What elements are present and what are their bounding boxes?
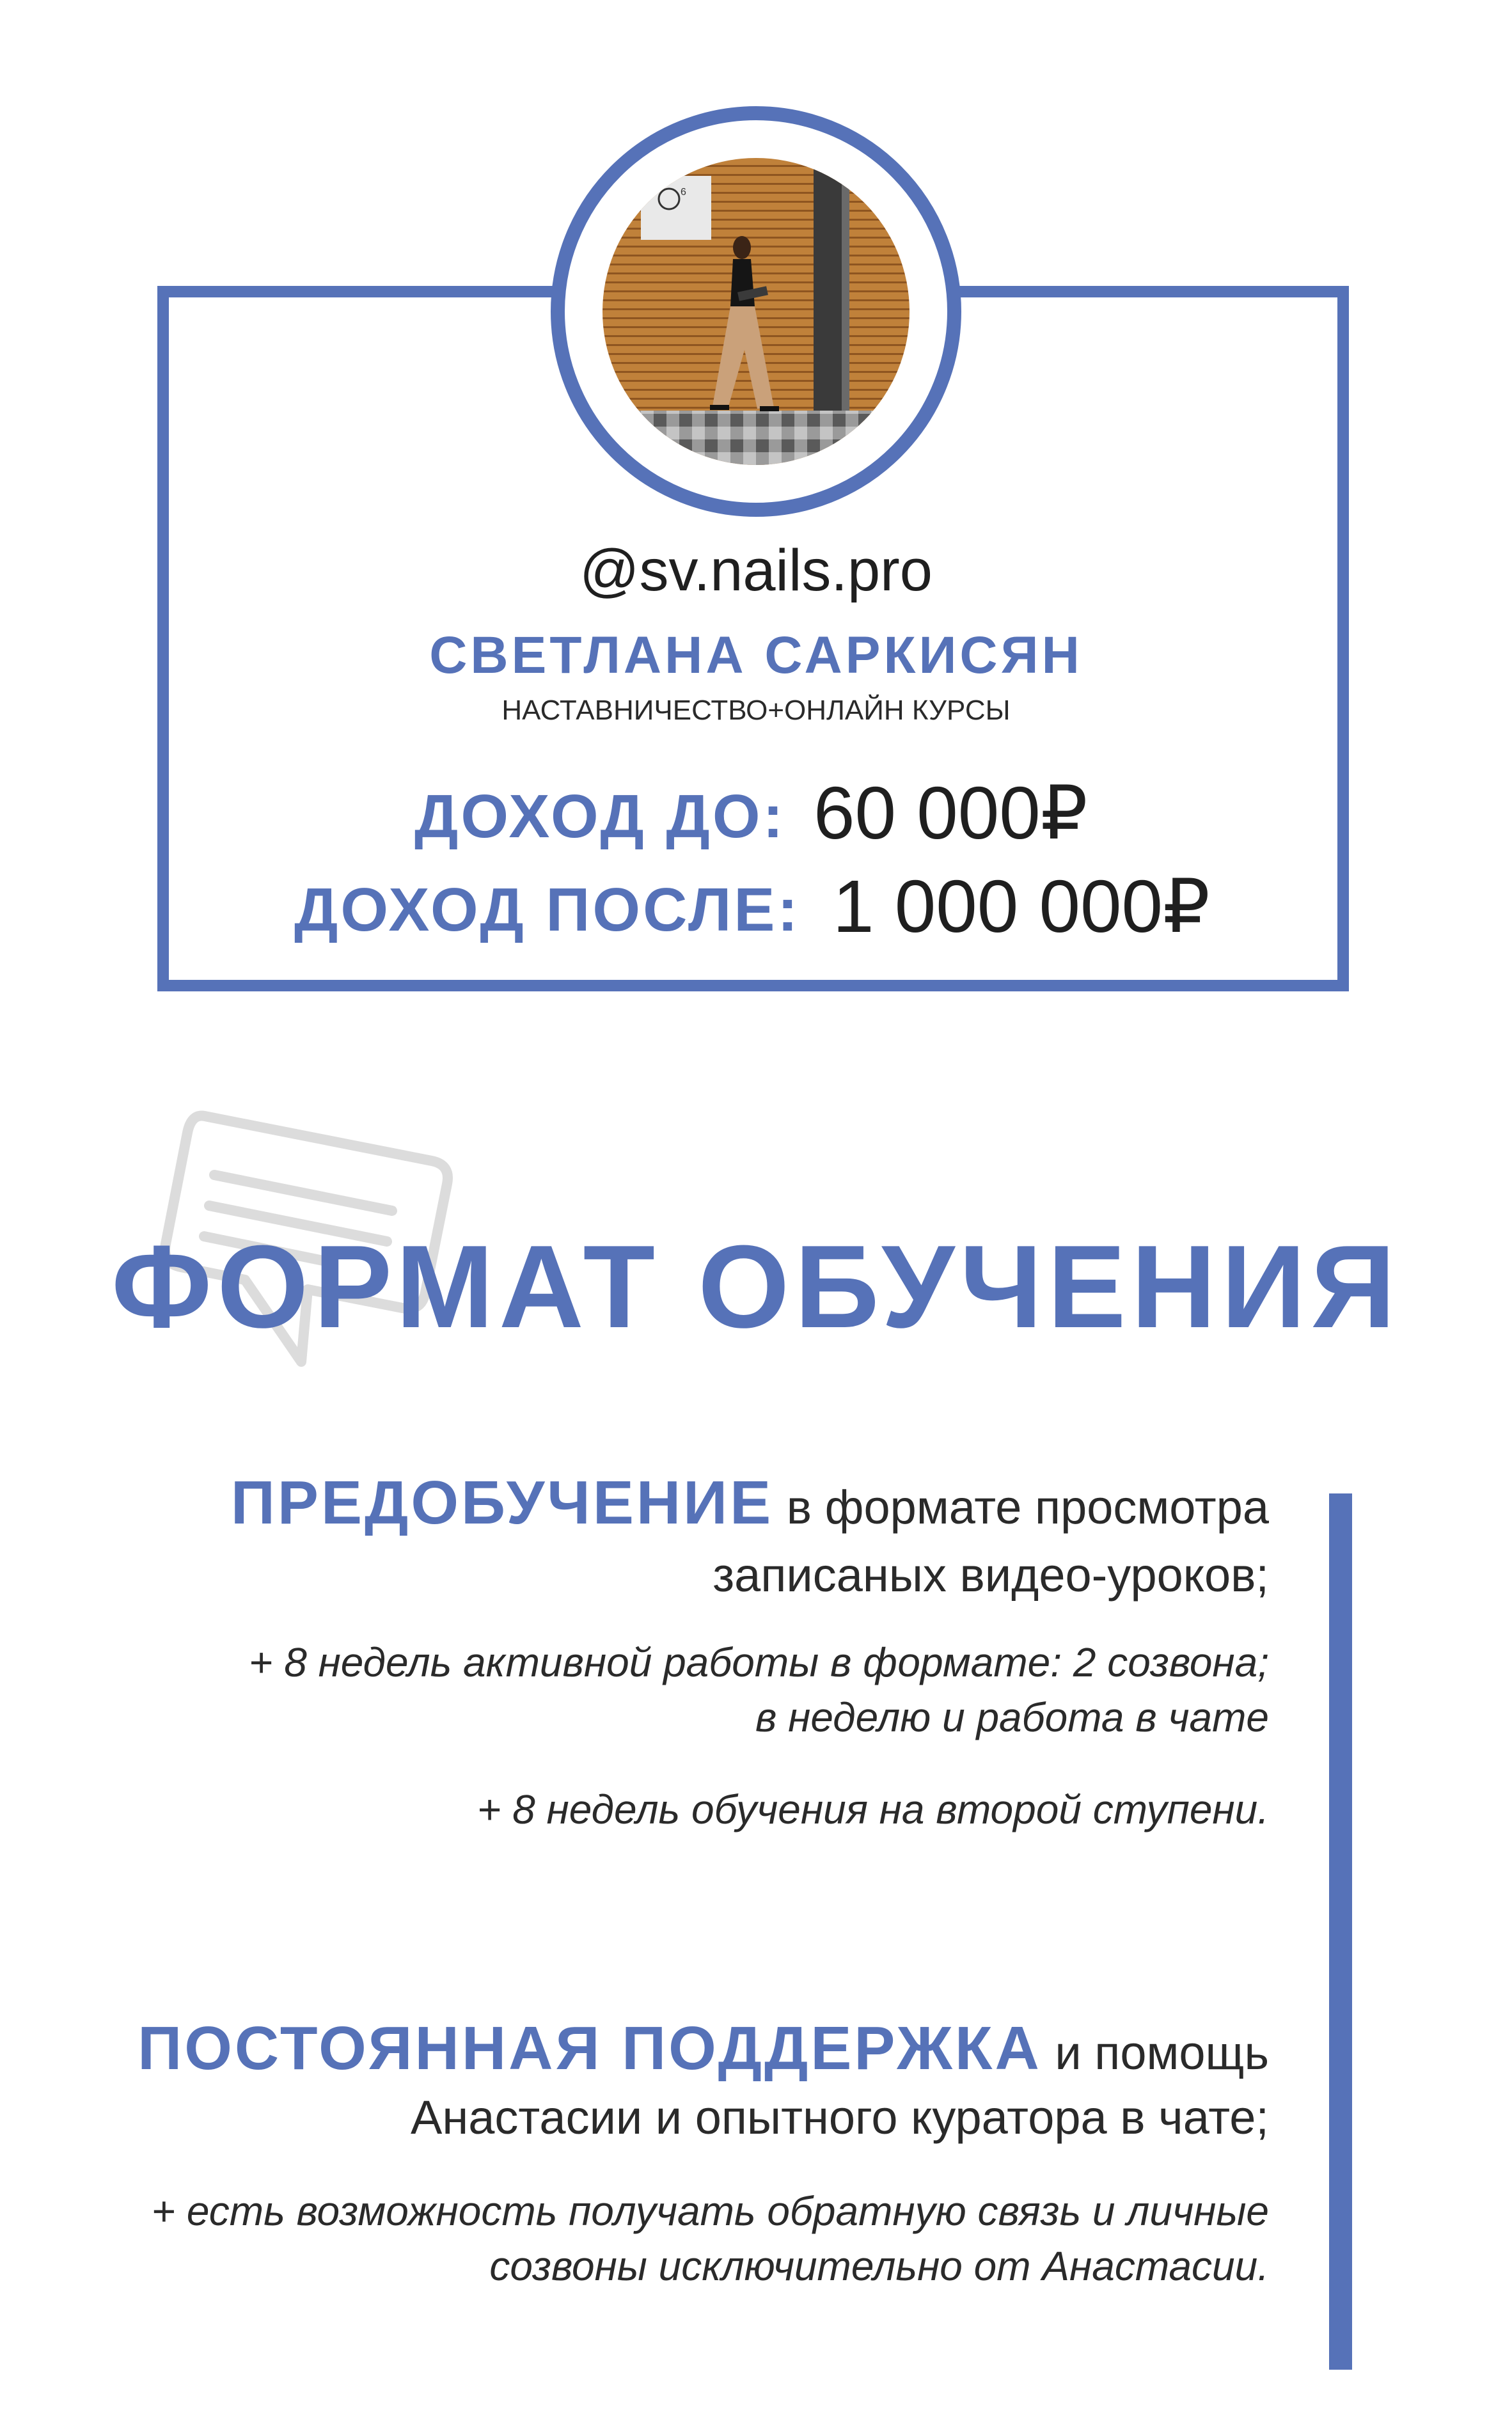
pre-training-line2: записаных видео-уроков; (713, 1548, 1269, 1602)
income-before-value: 60 000₽ (814, 771, 1088, 855)
support-lead-rest: и помощь (1041, 2026, 1269, 2079)
accent-bar (1329, 1493, 1352, 2370)
avatar-ring (551, 106, 961, 517)
section-title: ФОРМАТ ОБУЧЕНИЯ (111, 1220, 1401, 1352)
support-lead: ПОСТОЯННАЯ ПОДДЕРЖКА (138, 2014, 1042, 2083)
support-note-line2: созвоны исключительно от Анастасии. (489, 2243, 1269, 2289)
profile-handle: @sv.nails.pro (579, 538, 933, 603)
profile-subtitle: НАСТАВНИЧЕСТВО+ОНЛАЙН КУРСЫ (501, 695, 1011, 726)
support-line2: Анастасии и опытного куратора в чате; (410, 2091, 1269, 2144)
pre-training-note2: + 8 недель обучения на второй ступени. (476, 1786, 1269, 1832)
income-after-label: ДОХОД ПОСЛЕ: (294, 876, 801, 944)
profile-name: СВЕТЛАНА САРКИСЯН (429, 626, 1083, 684)
pre-training-lead: ПРЕДОБУЧЕНИЕ (230, 1469, 774, 1537)
support-note-line1: + есть возможность получать обратную связь и личные (151, 2188, 1269, 2234)
pre-training-lead-rest: в формате просмотра (773, 1481, 1269, 1534)
svg-text:6: 6 (681, 187, 686, 198)
pre-training-lead-line (231, 1468, 1269, 1538)
pre-training-note1-line1: + 8 недель активной работы в формате: 2 созвона; (249, 1639, 1269, 1685)
pre-training-note1-line2: в неделю и работа в чате (755, 1694, 1269, 1740)
support-lead-line (138, 2013, 1269, 2084)
profile-photo (602, 158, 910, 465)
income-after-value: 1 000 000₽ (833, 865, 1210, 948)
avatar (602, 158, 910, 465)
income-before-label: ДОХОД ДО: (414, 782, 786, 851)
